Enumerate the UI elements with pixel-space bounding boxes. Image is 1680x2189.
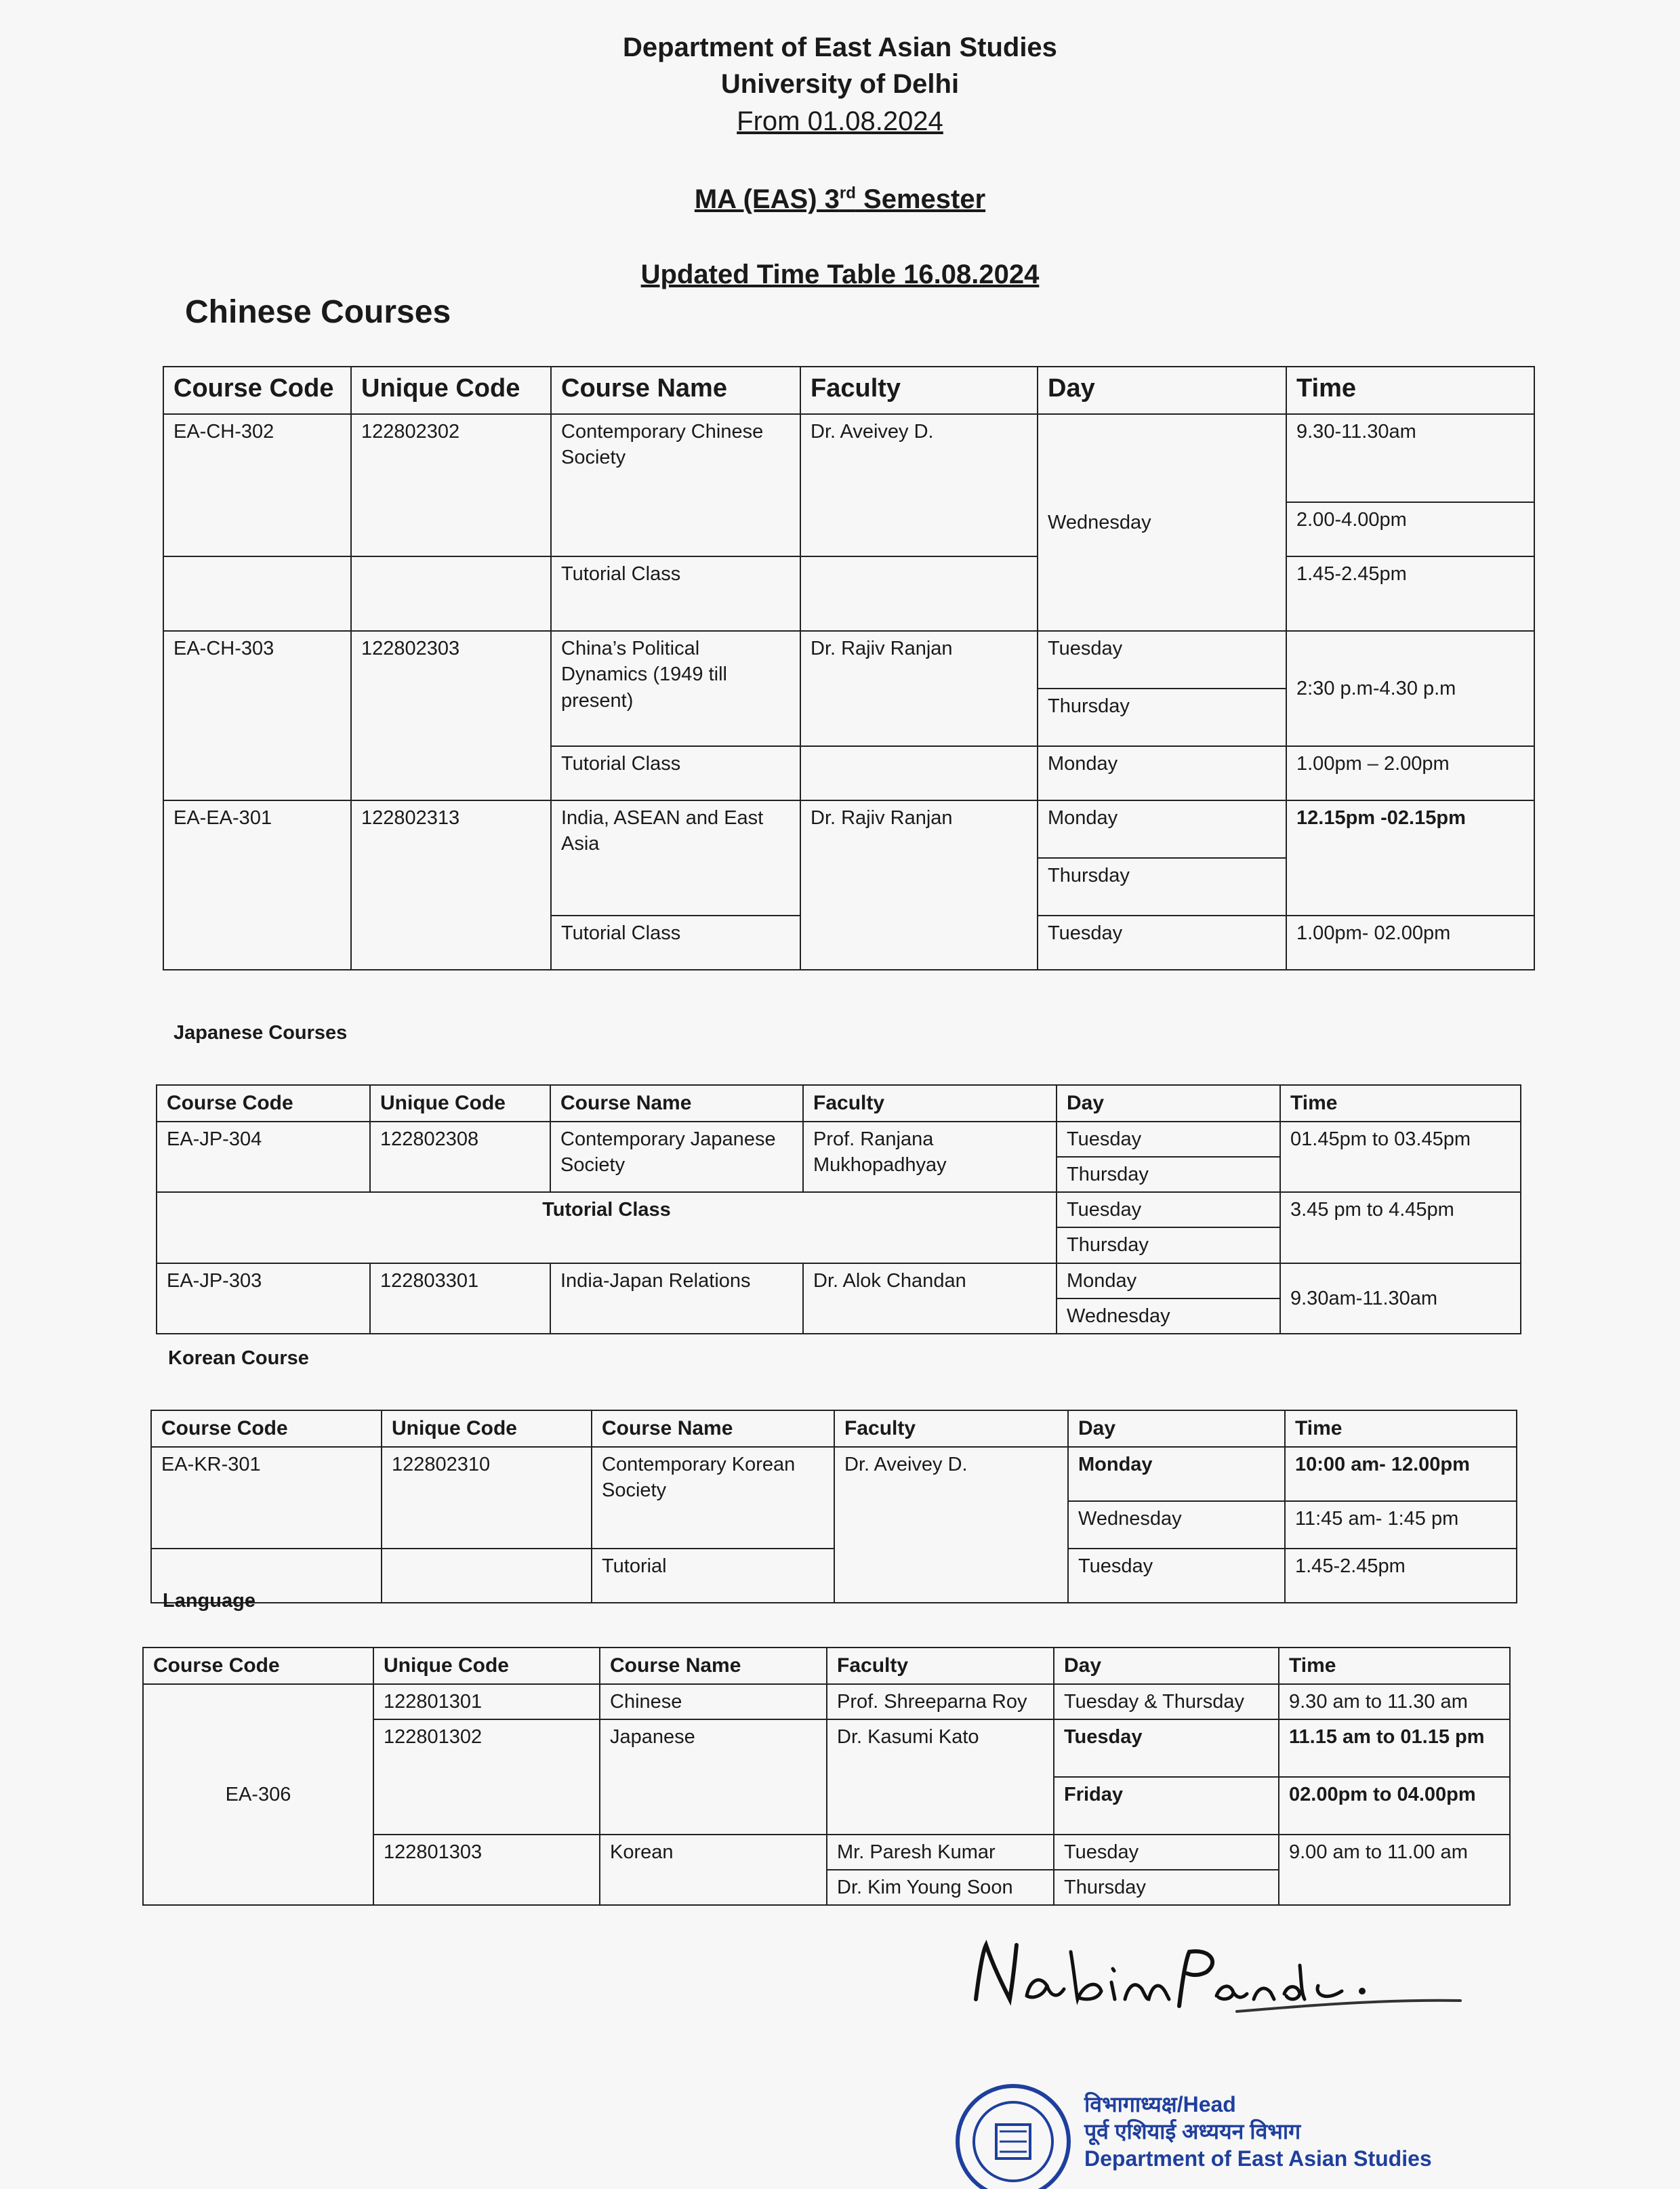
col-course-code: Course Code: [163, 367, 351, 414]
ch303-tut-faculty: [800, 746, 1038, 800]
ch303-day1: Tuesday: [1038, 631, 1286, 689]
ea301-tut-time: 1.00pm- 02.00pm: [1286, 916, 1534, 970]
lang-col-unique-code: Unique Code: [373, 1648, 600, 1684]
programme-pre: MA (EAS) 3: [694, 184, 840, 215]
jp-col-course-name: Course Name: [550, 1085, 803, 1122]
from-date-text: From 01.08.2024: [737, 106, 943, 136]
kr301-day1: Monday: [1068, 1447, 1285, 1501]
lang-col-course-code: Course Code: [143, 1648, 373, 1684]
ch303-name: China’s Political Dynamics (1949 till present): [551, 631, 800, 746]
lang-chinese-name: Chinese: [600, 1684, 827, 1719]
programme-sup: rd: [839, 184, 856, 203]
col-unique-code: Unique Code: [351, 367, 551, 414]
university-title: University of Delhi: [720, 69, 960, 99]
kr-col-time: Time: [1285, 1410, 1517, 1447]
lang-chinese-time: 9.30 am to 11.30 am: [1279, 1684, 1510, 1719]
jp-col-unique-code: Unique Code: [370, 1085, 550, 1122]
dept-title: Department of East Asian Studies: [623, 33, 1057, 62]
head-stamp-dept-hindi: पूर्व एशियाई अध्ययन विभाग: [1084, 2119, 1301, 2144]
ch302-time1: 9.30-11.30am: [1286, 414, 1534, 502]
ea301-day2: Thursday: [1038, 858, 1286, 916]
lang-japanese-time1: 11.15 am to 01.15 pm: [1279, 1719, 1510, 1777]
lang-korean-day1: Tuesday: [1054, 1835, 1279, 1870]
jp304-code: EA-JP-304: [157, 1122, 370, 1193]
ch302-faculty: Dr. Aveivey D.: [800, 414, 1038, 556]
kr-tut-name: Tutorial: [592, 1549, 834, 1603]
ch303-time: 2:30 p.m-4.30 p.m: [1286, 631, 1534, 746]
kr-col-course-code: Course Code: [151, 1410, 382, 1447]
jp303-unique: 122803301: [370, 1263, 550, 1334]
lang-korean-faculty2: Dr. Kim Young Soon: [827, 1870, 1054, 1905]
university-seal-icon: [949, 2067, 1078, 2189]
jp303-code: EA-JP-303: [157, 1263, 370, 1334]
from-date: [0, 106, 1680, 137]
jp303-day1: Monday: [1057, 1263, 1280, 1298]
kr301-time2: 11:45 am- 1:45 pm: [1285, 1501, 1517, 1549]
language-table: [142, 1647, 1511, 1906]
kr-col-course-name: Course Name: [592, 1410, 834, 1447]
ea301-name: India, ASEAN and East Asia: [551, 800, 800, 916]
kr301-time1: 10:00 am- 12.00pm: [1285, 1447, 1517, 1501]
jp303-name: India-Japan Relations: [550, 1263, 803, 1334]
kr301-day2: Wednesday: [1068, 1501, 1285, 1549]
ea301-tut-day: Tuesday: [1038, 916, 1286, 970]
head-stamp-dept-english: Department of East Asian Studies: [1084, 2146, 1432, 2171]
lang-code: EA-306: [143, 1684, 373, 1906]
ea301-time: 12.15pm -02.15pm: [1286, 800, 1534, 916]
jp-col-time: Time: [1280, 1085, 1521, 1122]
ch302-tut-unique: [351, 556, 551, 631]
lang-korean-name: Korean: [600, 1835, 827, 1906]
updated-text: Updated Time Table 16.08.2024: [640, 260, 1040, 289]
ch303-tut-name: Tutorial Class: [551, 746, 800, 800]
ea301-day1: Monday: [1038, 800, 1286, 858]
ch302-tut-name: Tutorial Class: [551, 556, 800, 631]
ea301-code: EA-EA-301: [163, 800, 351, 970]
lang-chinese-faculty: Prof. Shreeparna Roy: [827, 1684, 1054, 1719]
ch303-day2: Thursday: [1038, 689, 1286, 746]
jp303-time: 9.30am-11.30am: [1280, 1263, 1521, 1334]
kr-tut-unique: [382, 1549, 592, 1603]
lang-chinese-day: Tuesday & Thursday: [1054, 1684, 1279, 1719]
updated-title: [0, 260, 1680, 290]
kr-col-faculty: Faculty: [834, 1410, 1068, 1447]
kr-col-day: Day: [1068, 1410, 1285, 1447]
ch302-tut-faculty: [800, 556, 1038, 631]
kr-tut-time: 1.45-2.45pm: [1285, 1549, 1517, 1603]
ch302-unique: 122802302: [351, 414, 551, 556]
kr-tut-day: Tuesday: [1068, 1549, 1285, 1603]
language-section-title: Language: [163, 1590, 255, 1612]
signature-underline: [1233, 1991, 1464, 2018]
jp304-name: Contemporary Japanese Society: [550, 1122, 803, 1193]
jp-tut-time: 3.45 pm to 4.45pm: [1280, 1192, 1521, 1263]
jp303-day2: Wednesday: [1057, 1298, 1280, 1334]
lang-japanese-unique: 122801302: [373, 1719, 600, 1835]
jp-col-faculty: Faculty: [803, 1085, 1057, 1122]
lang-japanese-day1: Tuesday: [1054, 1719, 1279, 1777]
lang-col-time: Time: [1279, 1648, 1510, 1684]
jp-col-course-code: Course Code: [157, 1085, 370, 1122]
head-stamp-title: विभागाध्यक्ष/Head: [1084, 2092, 1236, 2116]
ch302-name: Contemporary Chinese Society: [551, 414, 800, 556]
kr301-unique: 122802310: [382, 1447, 592, 1549]
jp-tutorial-label: Tutorial Class: [157, 1192, 1057, 1263]
jp304-day1: Tuesday: [1057, 1122, 1280, 1157]
jp304-time: 01.45pm to 03.45pm: [1280, 1122, 1521, 1193]
lang-japanese-time2: 02.00pm to 04.00pm: [1279, 1777, 1510, 1835]
head-stamp: [1084, 2091, 1432, 2172]
ch303-tut-time: 1.00pm – 2.00pm: [1286, 746, 1534, 800]
kr301-code: EA-KR-301: [151, 1447, 382, 1549]
ea301-tut-name: Tutorial Class: [551, 916, 800, 970]
ch302-day: Wednesday: [1038, 414, 1286, 631]
ch302-tut-code: [163, 556, 351, 631]
lang-col-faculty: Faculty: [827, 1648, 1054, 1684]
programme-post: Semester: [855, 184, 986, 215]
jp304-unique: 122802308: [370, 1122, 550, 1193]
lang-col-course-name: Course Name: [600, 1648, 827, 1684]
lang-korean-unique: 122801303: [373, 1835, 600, 1906]
kr301-name: Contemporary Korean Society: [592, 1447, 834, 1549]
lang-japanese-faculty: Dr. Kasumi Kato: [827, 1719, 1054, 1835]
col-course-name: Course Name: [551, 367, 800, 414]
col-time: Time: [1286, 367, 1534, 414]
japanese-section-title: Japanese Courses: [173, 1022, 348, 1044]
lang-japanese-name: Japanese: [600, 1719, 827, 1835]
ch302-code: EA-CH-302: [163, 414, 351, 556]
ea301-faculty: Dr. Rajiv Ranjan: [800, 800, 1038, 970]
jp303-faculty: Dr. Alok Chandan: [803, 1263, 1057, 1334]
chinese-section-title: Chinese Courses: [185, 294, 451, 330]
ch303-unique: 122802303: [351, 631, 551, 800]
lang-japanese-day2: Friday: [1054, 1777, 1279, 1835]
col-faculty: Faculty: [800, 367, 1038, 414]
ch302-tut-time: 1.45-2.45pm: [1286, 556, 1534, 631]
ch303-faculty: Dr. Rajiv Ranjan: [800, 631, 1038, 746]
lang-col-day: Day: [1054, 1648, 1279, 1684]
jp-tut-day2: Thursday: [1057, 1227, 1280, 1263]
kr301-faculty: Dr. Aveivey D.: [834, 1447, 1068, 1603]
lang-korean-faculty1: Mr. Paresh Kumar: [827, 1835, 1054, 1870]
ch302-time2: 2.00-4.00pm: [1286, 502, 1534, 556]
ea301-unique: 122802313: [351, 800, 551, 970]
ch303-code: EA-CH-303: [163, 631, 351, 800]
programme-title: [0, 184, 1680, 215]
japanese-table: [156, 1084, 1521, 1334]
kr-col-unique-code: Unique Code: [382, 1410, 592, 1447]
jp-col-day: Day: [1057, 1085, 1280, 1122]
jp304-faculty: Prof. Ranjana Mukhopadhyay: [803, 1122, 1057, 1193]
jp-tut-day1: Tuesday: [1057, 1192, 1280, 1227]
korean-section-title: Korean Course: [168, 1347, 309, 1369]
ch303-tut-day: Monday: [1038, 746, 1286, 800]
lang-korean-time: 9.00 am to 11.00 am: [1279, 1835, 1510, 1906]
korean-table: [150, 1410, 1517, 1603]
col-day: Day: [1038, 367, 1286, 414]
chinese-table: [163, 366, 1535, 970]
lang-korean-day2: Thursday: [1054, 1870, 1279, 1905]
lang-chinese-unique: 122801301: [373, 1684, 600, 1719]
jp304-day2: Thursday: [1057, 1157, 1280, 1192]
